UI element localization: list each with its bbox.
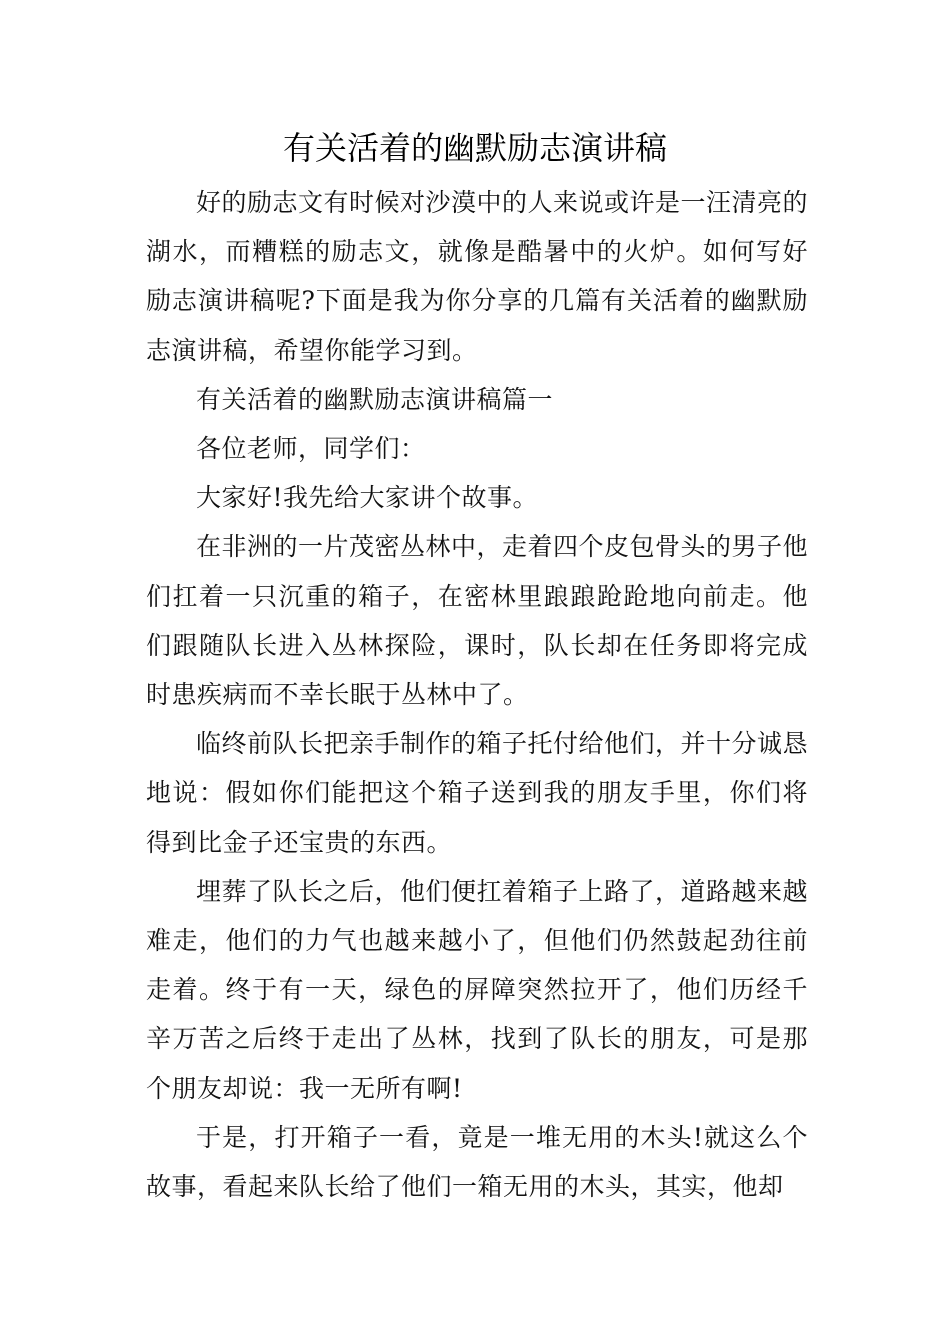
- paragraph-intro: 好的励志文有时候对沙漠中的人来说或许是一汪清亮的湖水，而糟糕的励志文，就像是酷暑中的火炉。如何写好励志演讲稿呢?下面是我为你分享的几篇有关活着的幽默励志演讲稿，希望你能学习到。: [146, 188, 809, 365]
- document-title: 有关活着的幽默励志演讲稿: [282, 129, 667, 167]
- paragraph-greeting: 各位老师，同学们：: [196, 434, 426, 464]
- paragraph-story-4: 于是，打开箱子一看，竟是一堆无用的木头!就这么个故事，看起来队长给了他们一箱无用的木头，其实，他却: [146, 1122, 808, 1202]
- paragraph-story-1: 在非洲的一片茂密丛林中，走着四个皮包骨头的男子他们扛着一只沉重的箱子，在密林里踉踉跄跄地向前走。他们跟随队长进入丛林探险，课时，队长却在任务即将完成时患疾病而不幸长眠于丛林中了。: [146, 532, 809, 710]
- document-body: [146, 178, 808, 1211]
- paragraph-opening: 大家好!我先给大家讲个故事。: [196, 483, 539, 513]
- paragraph-story-2: 临终前队长把亲手制作的箱子托付给他们，并十分诚恳地说：假如你们能把这个箱子送到我的朋友手里，你们将得到比金子还宝贵的东西。: [146, 729, 809, 857]
- paragraph-story-3: 埋葬了队长之后，他们便扛着箱子上路了，道路越来越难走，他们的力气也越来越小了，但他们仍然鼓起劲往前走着。终于有一天，绿色的屏障突然拉开了，他们历经千辛万苦之后终于走出了丛林，找到了队长的朋友，可是那个朋友却说：我一无所有啊!: [146, 876, 809, 1103]
- section-heading: 有关活着的幽默励志演讲稿篇一: [196, 384, 554, 414]
